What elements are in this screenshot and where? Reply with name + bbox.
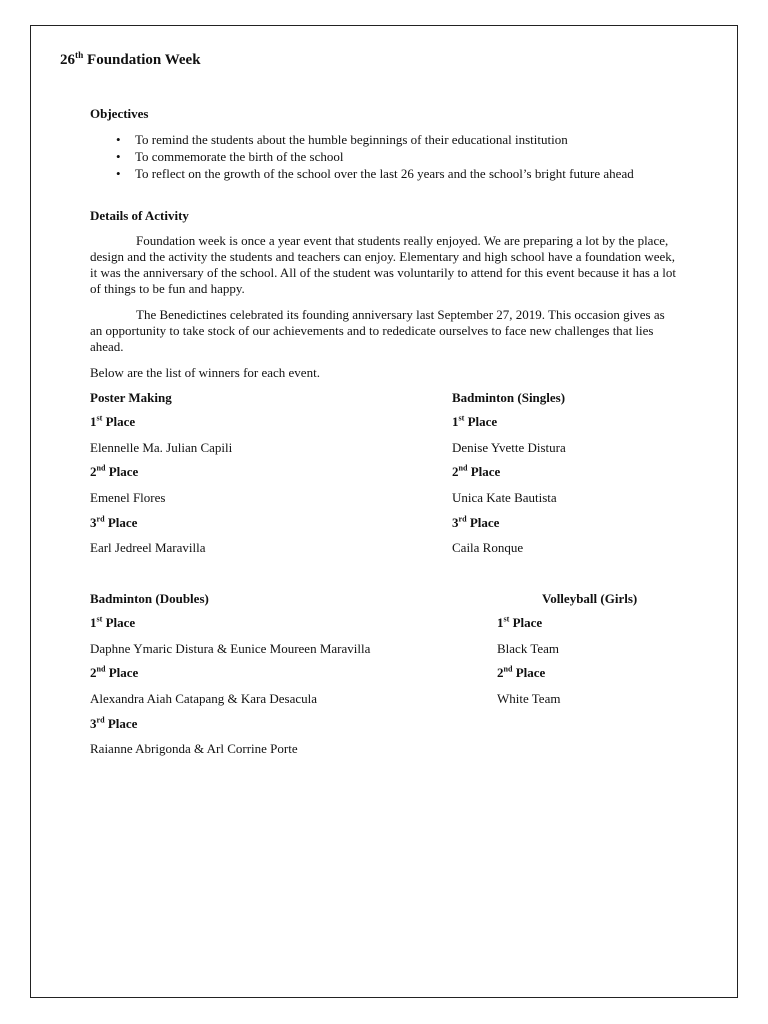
winner-name: White Team — [497, 691, 561, 706]
winner-name: Caila Ronque — [452, 540, 524, 555]
document-title: 26th Foundation Week — [60, 51, 201, 68]
details-paragraph-1: Foundation week is once a year event that students really enjoyed. We are preparing a lot by the place, design and the activity the students and teachers can enjoy. Elementary and high school have a foundation week, it was the anniversary of the school. All of the student was voluntarily to attend for this event because it has a lot of things to be fun and happy. — [90, 233, 676, 296]
place-label: 2nd Place — [497, 664, 546, 680]
winner-name: Unica Kate Bautista — [452, 490, 557, 505]
winner-name: Elennelle Ma. Julian Capili — [90, 440, 233, 455]
place-label: 1st Place — [497, 614, 543, 630]
place-label: 1st Place — [90, 614, 136, 630]
event-title-badminton-singles: Badminton (Singles) — [452, 390, 566, 405]
place-label: 3rd Place — [452, 514, 500, 530]
winner-name: Earl Jedreel Maravilla — [90, 540, 206, 555]
objective-item: • To commemorate the birth of the school — [90, 149, 690, 165]
event-title-poster-making: Poster Making — [90, 390, 172, 405]
winner-name: Emenel Flores — [90, 490, 166, 505]
place-label: 3rd Place — [90, 514, 138, 530]
place-label: 1st Place — [90, 413, 136, 429]
place-label: 3rd Place — [90, 715, 138, 731]
winner-name: Raianne Abrigonda & Arl Corrine Porte — [90, 741, 298, 756]
winner-name: Daphne Ymaric Distura & Eunice Moureen Maravilla — [90, 641, 371, 656]
objectives-heading: Objectives — [90, 106, 149, 121]
event-title-badminton-doubles: Badminton (Doubles) — [90, 591, 209, 606]
winner-name: Alexandra Aiah Catapang & Kara Desacula — [90, 691, 318, 706]
winner-name: Black Team — [497, 641, 560, 656]
objective-item: • To remind the students about the humble beginnings of their educational institution — [90, 132, 690, 148]
details-heading: Details of Activity — [90, 208, 189, 223]
place-label: 2nd Place — [452, 463, 501, 479]
winners-intro: Below are the list of winners for each event. — [90, 365, 320, 380]
place-label: 2nd Place — [90, 463, 139, 479]
winner-name: Denise Yvette Distura — [452, 440, 566, 455]
objectives-list — [90, 132, 690, 183]
details-paragraph-2: The Benedictines celebrated its founding anniversary last September 27, 2019. This occasion gives as an opportunity to take stock of our achievements and to rededicate ourselves to face new challenges that lies ahead. — [90, 307, 665, 354]
place-label: 2nd Place — [90, 664, 139, 680]
objective-item: • To reflect on the growth of the school over the last 26 years and the school’s bright future ahead — [90, 166, 690, 182]
event-title-volleyball-girls: Volleyball (Girls) — [542, 591, 638, 606]
place-label: 1st Place — [452, 413, 498, 429]
